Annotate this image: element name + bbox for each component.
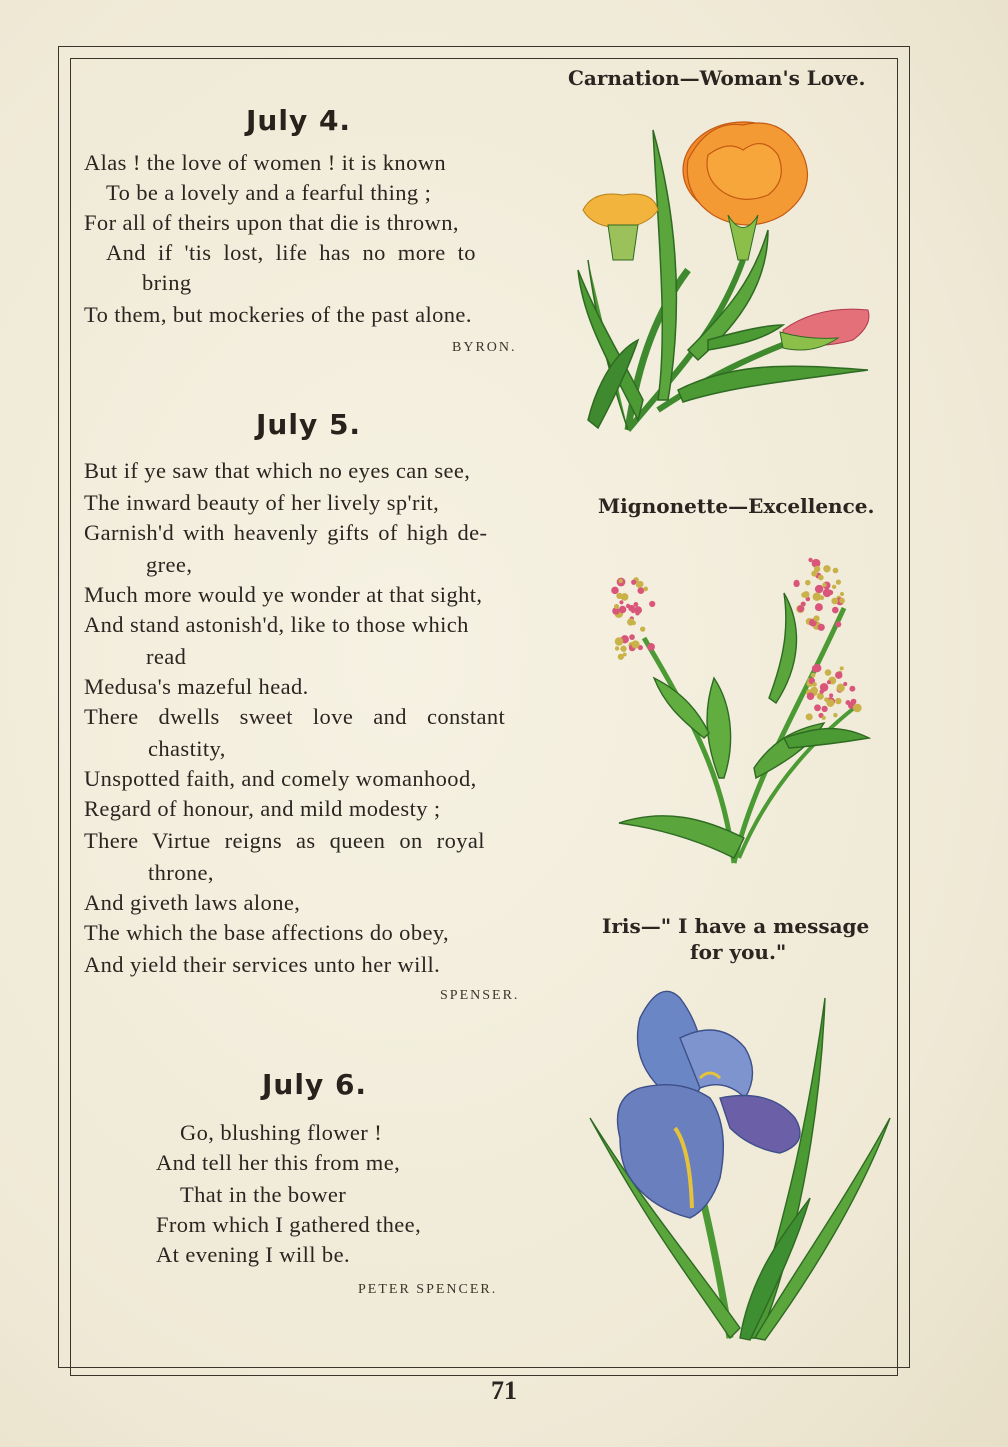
- mignonette-floret: [822, 583, 826, 587]
- poem-line: But if ye saw that which no eyes can see,: [84, 458, 471, 483]
- carnation-flower-icon: [568, 110, 888, 440]
- mignonette-floret: [835, 671, 842, 678]
- mignonette-floret: [623, 652, 627, 656]
- poem-line: There dwells sweet love and constant: [84, 704, 506, 729]
- mignonette-floret: [828, 590, 833, 595]
- mignonette-floret: [829, 693, 833, 697]
- caption-iris-line-1: Iris—" I have a message: [602, 914, 870, 938]
- author-spenser: SPENSER.: [440, 988, 520, 1003]
- poem-line: There Virtue reigns as queen on royal: [84, 828, 485, 853]
- mignonette-floret: [633, 602, 638, 607]
- mignonette-floret: [615, 646, 619, 650]
- caption-carnation: Carnation—Woman's Love.: [568, 66, 866, 90]
- mignonette-floret: [817, 693, 824, 700]
- poem-line: That in the bower: [180, 1182, 347, 1207]
- mignonette-floret: [818, 624, 825, 631]
- mignonette-floret: [611, 587, 619, 595]
- mignonette-floret: [833, 568, 839, 574]
- mignonette-floret: [836, 579, 841, 584]
- mignonette-floret: [621, 593, 629, 601]
- poem-line: The which the base affections do obey,: [84, 920, 450, 945]
- mignonette-floret: [631, 640, 639, 648]
- mignonette-floret: [824, 697, 828, 701]
- mignonette-floret: [627, 618, 634, 625]
- poem-line: To be a lovely and a fearful thing ;: [106, 180, 432, 205]
- mignonette-floret: [803, 591, 810, 598]
- mignonette-floret: [818, 575, 824, 581]
- mignonette-floret: [815, 603, 823, 611]
- mignonette-floret: [835, 621, 841, 627]
- mignonette-floret: [808, 558, 812, 562]
- poem-line: And yield their services unto her will.: [84, 952, 441, 977]
- poem-line: Much more would ye wonder at that sight,: [84, 582, 483, 607]
- mignonette-floret: [812, 682, 817, 687]
- mignonette-floret: [637, 587, 644, 594]
- mignonette-floret: [614, 604, 619, 609]
- mignonette-floret: [647, 643, 655, 651]
- mignonette-floret: [846, 700, 851, 705]
- poem-line: And giveth laws alone,: [84, 890, 301, 915]
- mignonette-floret: [839, 598, 845, 604]
- poem-line: chastity,: [148, 736, 226, 761]
- mignonette-floret: [851, 699, 857, 705]
- poem-line: Unspotted faith, and comely womanhood,: [84, 766, 477, 791]
- mignonette-floret: [636, 582, 642, 588]
- mignonette-floret: [813, 615, 819, 621]
- mignonette-floret: [835, 698, 841, 704]
- mignonette-floret: [631, 579, 636, 584]
- mignonette-floret: [853, 704, 862, 713]
- heading-july-5: July 5.: [256, 408, 362, 441]
- mignonette-floret: [797, 605, 804, 612]
- mignonette-floret: [640, 626, 645, 631]
- author-peter-spencer: PETER SPENCER.: [358, 1282, 498, 1297]
- poem-line: To them, but mockeries of the past alone.: [84, 302, 472, 327]
- mignonette-floret: [832, 607, 839, 614]
- mignonette-floret: [619, 606, 626, 613]
- caption-mignonette: Mignonette—Excellence.: [598, 494, 875, 518]
- poem-line: And tell her this from me,: [156, 1150, 401, 1175]
- mignonette-floret: [649, 601, 655, 607]
- poem-line: The inward beauty of her lively sp'rit,: [84, 490, 440, 515]
- poem-line: bring: [142, 270, 192, 295]
- iris-flower-icon: [580, 978, 900, 1348]
- mignonette-floret: [619, 600, 623, 604]
- mignonette-floret: [619, 579, 623, 583]
- author-byron: BYRON.: [452, 340, 517, 355]
- heading-july-6: July 6.: [262, 1068, 368, 1101]
- mignonette-floret: [815, 585, 823, 593]
- poem-line: And stand astonish'd, like to those which: [84, 612, 469, 637]
- mignonette-floret: [628, 605, 635, 612]
- poem-line: gree,: [146, 552, 193, 577]
- mignonette-floret: [643, 587, 648, 592]
- mignonette-floret: [837, 684, 845, 692]
- page-number: 71: [491, 1376, 517, 1405]
- mignonette-floret: [833, 713, 837, 717]
- mignonette-floret: [794, 580, 800, 586]
- poem-line: Medusa's mazeful head.: [84, 674, 309, 699]
- mignonette-floret: [831, 598, 838, 605]
- mignonette-floret: [823, 565, 830, 572]
- mignonette-floret: [822, 716, 826, 720]
- poem-line: Alas ! the love of women ! it is known: [84, 150, 447, 175]
- poem-line: And if 'tis lost, life has no more to: [106, 240, 476, 265]
- mignonette-floret: [620, 646, 626, 652]
- mignonette-floret: [615, 637, 623, 645]
- poem-line: throne,: [148, 860, 214, 885]
- poem-line: At evening I will be.: [156, 1242, 350, 1267]
- poem-line: Garnish'd with heavenly gifts of high de-: [84, 520, 488, 545]
- mignonette-floret: [806, 713, 813, 720]
- poem-line: Regard of honour, and mild modesty ;: [84, 796, 441, 821]
- mignonette-floret: [629, 634, 635, 640]
- mignonette-floret: [812, 665, 820, 673]
- mignonette-floret: [832, 585, 836, 589]
- mignonette-floret: [849, 686, 855, 692]
- mignonette-floret: [811, 673, 816, 678]
- caption-iris-line-2: for you.": [690, 940, 787, 964]
- mignonette-floret: [814, 704, 821, 711]
- poem-line: For all of theirs upon that die is thrown,: [84, 210, 459, 235]
- mignonette-floret: [819, 689, 823, 693]
- mignonette-floret: [807, 692, 815, 700]
- heading-july-4: July 4.: [246, 104, 352, 137]
- mignonette-floret: [635, 611, 639, 615]
- mignonette-flower-icon: [584, 538, 894, 868]
- poem-line: From which I gathered thee,: [156, 1212, 422, 1237]
- poem-line: read: [146, 644, 187, 669]
- mignonette-floret: [825, 669, 832, 676]
- mignonette-floret: [821, 706, 827, 712]
- mignonette-floret: [827, 680, 831, 684]
- mignonette-floret: [814, 566, 820, 572]
- mignonette-floret: [840, 666, 844, 670]
- poem-line: Go, blushing flower !: [180, 1120, 383, 1145]
- mignonette-floret: [840, 592, 844, 596]
- mignonette-floret: [805, 580, 811, 586]
- mignonette-floret: [820, 595, 825, 600]
